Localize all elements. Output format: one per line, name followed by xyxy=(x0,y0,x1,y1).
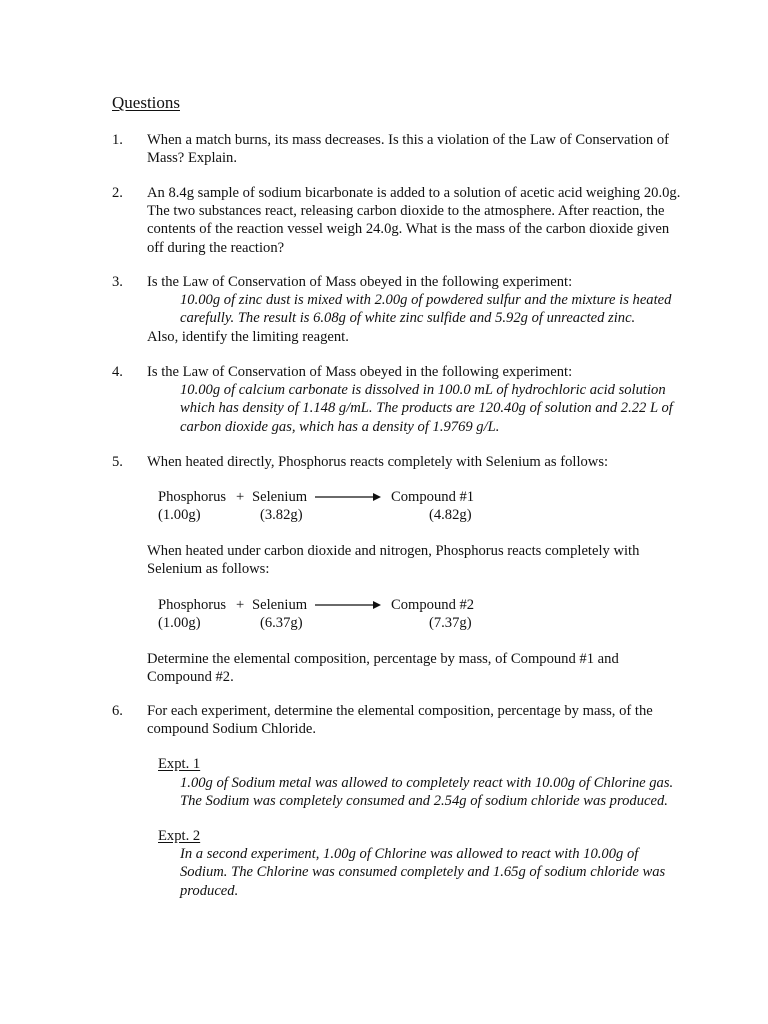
mass-phosphorus: (1.00g) xyxy=(158,507,201,524)
text-line: When heated under carbon dioxide and nitrogen, Phosphorus reacts completely with xyxy=(147,543,640,560)
experiment-text: which has density of 1.148 g/mL. The products are 120.40g of solution and 2.22 L of xyxy=(180,400,673,417)
reactant-phosphorus: Phosphorus xyxy=(158,489,227,506)
text-line: off during the reaction? xyxy=(147,239,285,256)
question-text xyxy=(147,131,712,167)
question-number: 6. xyxy=(112,703,123,719)
question-text xyxy=(147,453,712,686)
text-line: Selenium as follows: xyxy=(147,561,270,578)
text-line: Is the Law of Conservation of Mass obeyed in the following experiment: xyxy=(147,364,573,380)
experiment-text: The Sodium was completely consumed and 2.54g of sodium chloride was produced. xyxy=(180,792,668,809)
text-line: The two substances react, releasing carbon dioxide to the atmosphere. After reaction, the xyxy=(147,203,665,220)
mass-phosphorus: (1.00g) xyxy=(158,614,201,631)
mass-selenium: (6.37g) xyxy=(260,614,303,631)
text-line: An 8.4g sample of sodium bicarbonate is added to a solution of acetic acid weighing 20.0g. xyxy=(147,185,681,201)
experiment-2 xyxy=(147,827,712,900)
experiment-text: produced. xyxy=(180,882,239,899)
reaction-arrow-icon xyxy=(315,491,381,503)
page-title: Questions xyxy=(112,93,180,112)
reaction-arrow-icon xyxy=(315,599,381,611)
question-number: 4. xyxy=(112,364,123,380)
experiment-text: carbon dioxide gas, which has a density of 1.9769 g/L. xyxy=(180,418,500,435)
reaction-equation-2 xyxy=(147,596,712,636)
experiment-text: 10.00g of calcium carbonate is dissolved in 100.0 mL of hydrochloric acid solution xyxy=(180,382,666,399)
reaction-equation-1 xyxy=(147,488,712,528)
text-line: Mass? Explain. xyxy=(147,150,237,167)
text-block xyxy=(147,542,712,578)
reactant-selenium: Selenium xyxy=(252,489,308,506)
text-line: When a match burns, its mass decreases. Is this a violation of the Law of Conservation of xyxy=(147,132,669,148)
question-number: 2. xyxy=(112,185,123,201)
question-text xyxy=(147,184,712,257)
experiment-1 xyxy=(147,755,712,810)
text-line: For each experiment, determine the elemental composition, percentage by mass, of the xyxy=(147,703,653,719)
text-line: compound Sodium Chloride. xyxy=(147,721,317,738)
experiment-text: carefully. The result is 6.08g of white zinc sulfide and 5.92g of unreacted zinc. xyxy=(180,310,636,327)
experiment-text: In a second experiment, 1.00g of Chlorine was allowed to react with 10.00g of xyxy=(180,846,639,863)
question-text xyxy=(147,273,712,346)
question-number: 1. xyxy=(112,132,123,148)
mass-compound-1: (4.82g) xyxy=(429,507,472,524)
product-compound-1: Compound #1 xyxy=(391,489,475,506)
text-line: Is the Law of Conservation of Mass obeyed in the following experiment: xyxy=(147,274,573,290)
text-line: Determine the elemental composition, percentage by mass, of Compound #1 and xyxy=(147,650,619,667)
text-line: contents of the reaction vessel weigh 24.0g. What is the mass of the carbon dioxide given xyxy=(147,221,670,238)
experiment-text: Sodium. The Chlorine was consumed completely and 1.65g of sodium chloride was xyxy=(180,864,666,881)
experiment-text: 10.00g of zinc dust is mixed with 2.00g of powdered sulfur and the mixture is heated xyxy=(180,292,672,309)
mass-selenium: (3.82g) xyxy=(260,507,303,524)
text-line: When heated directly, Phosphorus reacts completely with Selenium as follows: xyxy=(147,454,609,470)
experiment-label: Expt. 2 xyxy=(158,828,201,845)
question-text xyxy=(147,363,712,436)
experiment-text: 1.00g of Sodium metal was allowed to completely react with 10.00g of Chlorine gas. xyxy=(180,774,674,791)
reactant-phosphorus: Phosphorus xyxy=(158,596,227,613)
question-number: 3. xyxy=(112,274,123,290)
product-compound-2: Compound #2 xyxy=(391,596,475,613)
text-block xyxy=(147,650,712,686)
mass-compound-2: (7.37g) xyxy=(429,614,472,631)
plus-sign: + xyxy=(236,489,245,506)
experiment-label: Expt. 1 xyxy=(158,756,201,773)
text-line: Compound #2. xyxy=(147,668,234,685)
question-number: 5. xyxy=(112,454,123,470)
question-text xyxy=(147,702,712,900)
text-line: Also, identify the limiting reagent. xyxy=(147,328,349,345)
reactant-selenium: Selenium xyxy=(252,596,308,613)
plus-sign: + xyxy=(236,596,245,613)
